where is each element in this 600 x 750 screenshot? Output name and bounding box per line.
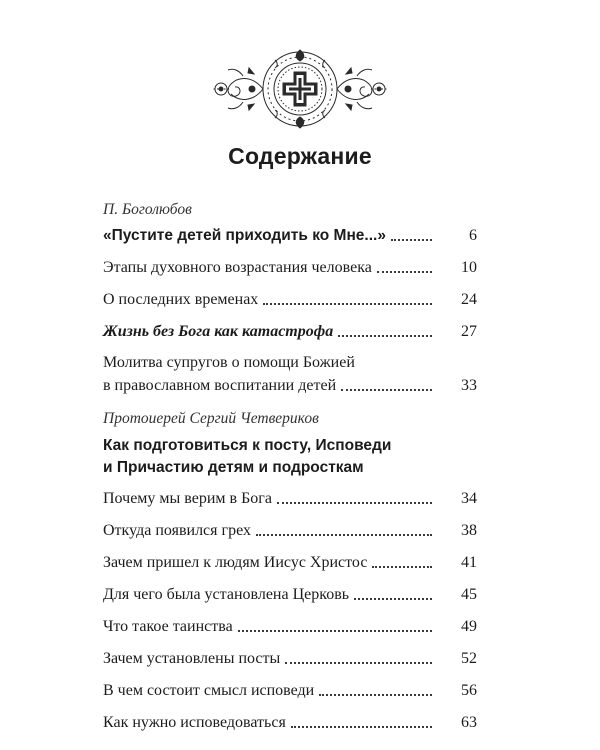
entry-title: «Пустите детей приходить ко Мне...»: [103, 227, 386, 244]
dot-leader: [338, 335, 432, 337]
toc-entry[interactable]: [103, 611, 477, 643]
entry-title: Как нужно исповедоваться: [103, 714, 286, 731]
entry-title: Почему мы верим в Бога: [103, 490, 272, 507]
toc-entry[interactable]: [103, 220, 477, 252]
section-heading-line2: и Причастию детям и подросткам: [103, 459, 364, 476]
entry-page: 41: [461, 554, 477, 571]
entry-title: Что такое таинства: [103, 618, 233, 635]
dot-leader: [391, 239, 432, 241]
toc-entry[interactable]: [103, 579, 477, 611]
page-title: Содержание: [228, 143, 372, 169]
section-heading: [103, 435, 477, 479]
toc-entry[interactable]: [103, 284, 477, 316]
entry-page: 34: [461, 490, 477, 507]
dot-leader: [377, 271, 432, 273]
toc-entry[interactable]: [103, 675, 477, 707]
entry-title: Этапы духовного возрастания человека: [103, 259, 372, 276]
entry-title: Зачем установлены посты: [103, 650, 281, 667]
entry-page: 38: [461, 522, 477, 539]
section-heading-line1: Как подготовиться к посту, Исповеди: [103, 437, 392, 454]
entry-title: В чем состоит смысл исповеди: [103, 682, 315, 699]
table-of-contents: [103, 199, 477, 739]
toc-entry[interactable]: [103, 483, 477, 515]
dot-leader: [319, 694, 432, 696]
toc-entry[interactable]: [103, 707, 477, 739]
entry-title-line2: в православном воспитании детей: [103, 377, 337, 394]
dot-leader: [341, 389, 432, 391]
entry-title: Жизнь без Бога как катастрофа: [103, 323, 334, 340]
section-author: П. Боголюбов: [103, 201, 192, 218]
entry-title: Зачем пришел к людям Иисус Христос: [103, 554, 368, 571]
entry-page: 49: [461, 618, 477, 635]
entry-title: О последних временах: [103, 291, 259, 308]
toc-entry[interactable]: [103, 348, 477, 402]
toc-entry[interactable]: [103, 316, 477, 348]
entry-page: 27: [461, 323, 477, 340]
toc-entry[interactable]: [103, 252, 477, 284]
entry-page: 52: [461, 650, 477, 667]
entry-page: 6: [469, 227, 477, 244]
dot-leader: [372, 566, 432, 568]
entry-page: 24: [461, 291, 477, 308]
toc-entry[interactable]: [103, 643, 477, 675]
entry-page: 63: [461, 714, 477, 731]
entry-title-line1: Молитва супругов о помощи Божией: [103, 354, 355, 371]
entry-page: 45: [461, 586, 477, 603]
dot-leader: [256, 534, 432, 536]
dot-leader: [354, 598, 432, 600]
entry-title: Откуда появился грех: [103, 522, 251, 539]
entry-page: 10: [461, 259, 477, 276]
dot-leader: [291, 726, 432, 728]
dot-leader: [238, 630, 432, 632]
toc-entry[interactable]: [103, 547, 477, 579]
dot-leader: [263, 303, 432, 305]
entry-page: 56: [461, 682, 477, 699]
dot-leader: [277, 502, 432, 504]
dot-leader: [285, 662, 432, 664]
section-author: Протоиерей Сергий Четвериков: [103, 410, 319, 427]
cross-ornament-icon: [205, 46, 395, 132]
entry-title: Для чего была установлена Церковь: [103, 586, 350, 603]
entry-page: 33: [461, 377, 477, 394]
toc-entry[interactable]: [103, 515, 477, 547]
